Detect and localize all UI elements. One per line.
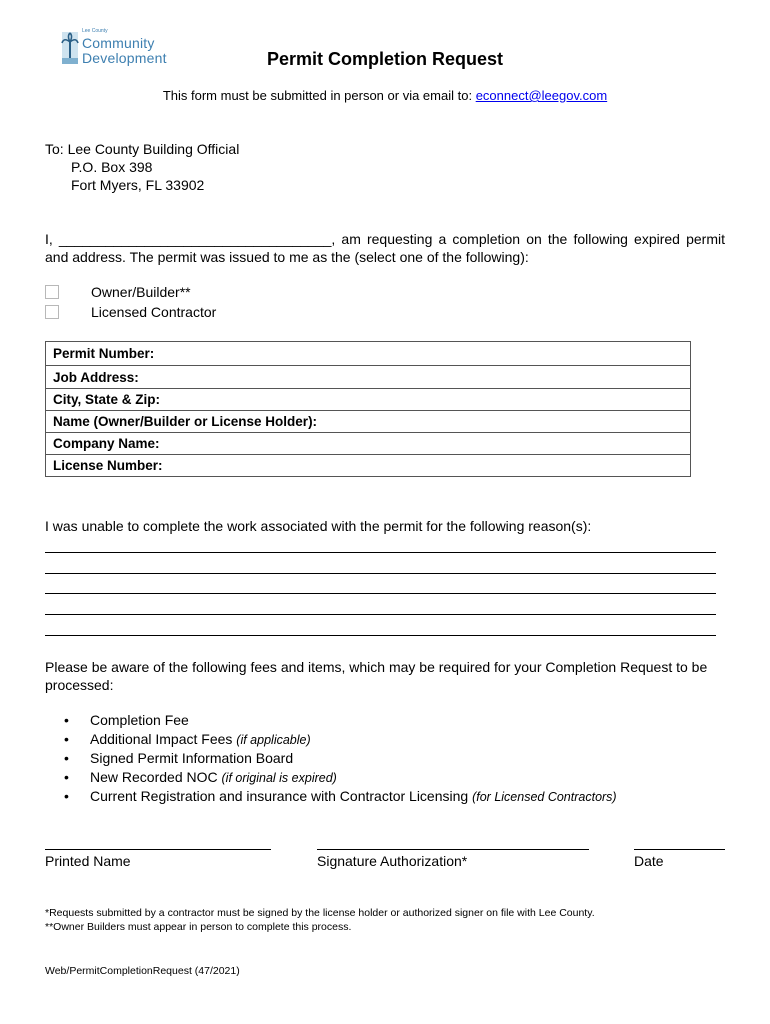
submission-text: This form must be submitted in person or via email to: (162, 88, 476, 103)
logo-line-2: Development (82, 50, 167, 66)
logo-line-1: Community (82, 35, 155, 51)
permit-info-table (45, 341, 691, 477)
option-label: Owner/Builder** (91, 284, 191, 300)
page-title: Permit Completion Request (266, 49, 504, 69)
date-label: Date (634, 853, 664, 869)
list-item: • Additional Impact Fees (if applicable) (64, 730, 617, 749)
option-licensed-contractor[interactable] (45, 304, 216, 320)
list-item: • Signed Permit Information Board (64, 749, 617, 768)
list-item: • Completion Fee (64, 711, 617, 730)
request-statement: I, ___________________________________, am requesting a completion on the following expired permit and address. The permit was issued to me as the (select one of the following): (45, 231, 725, 265)
reason-label: I was unable to complete the work associated with the permit for the following reason(s): (45, 518, 592, 534)
email-link[interactable]: econnect@leegov.com (475, 88, 608, 103)
permit-number-field[interactable]: Permit Number: (46, 342, 691, 366)
form-id: Web/PermitCompletionRequest (47/2021) (45, 965, 240, 977)
signature-line[interactable] (317, 849, 589, 850)
table-row[interactable] (46, 366, 691, 389)
reason-line-5[interactable] (45, 635, 716, 636)
footnote-contractor: *Requests submitted by a contractor must be signed by the license holder or authorized signer on file with Lee County. (45, 907, 595, 919)
fees-list (64, 711, 617, 806)
list-item: • New Recorded NOC (if original is expired) (64, 768, 617, 787)
reason-line-4[interactable] (45, 614, 716, 615)
owner-builder-checkbox[interactable] (45, 285, 59, 299)
job-address-field[interactable]: Job Address: (46, 366, 691, 389)
list-item: • Current Registration and insurance with Contractor Licensing (for Licensed Contractors) (64, 787, 617, 806)
address-to: To: Lee County Building Official (45, 141, 240, 157)
table-row[interactable] (46, 411, 691, 433)
recipient-address (45, 140, 239, 194)
printed-name-line[interactable] (45, 849, 271, 850)
table-row[interactable] (46, 455, 691, 477)
license-number-field[interactable]: License Number: (46, 455, 691, 477)
option-owner-builder[interactable] (45, 284, 191, 300)
fees-intro: Please be aware of the following fees and items, which may be required for your Completion Request to be processed: (45, 659, 708, 693)
logo-small-text: Lee County (82, 28, 108, 34)
footnote-owner-builder: **Owner Builders must appear in person to complete this process. (45, 921, 352, 933)
address-line-2: Fort Myers, FL 33902 (71, 177, 205, 193)
date-line[interactable] (634, 849, 725, 850)
reason-line-2[interactable] (45, 573, 716, 574)
printed-name-label: Printed Name (45, 853, 131, 869)
licensed-contractor-checkbox[interactable] (45, 305, 59, 319)
reason-line-3[interactable] (45, 593, 716, 594)
holder-name-field[interactable]: Name (Owner/Builder or License Holder): (46, 411, 691, 433)
option-label: Licensed Contractor (91, 304, 217, 320)
table-row[interactable] (46, 433, 691, 455)
table-row[interactable] (46, 342, 691, 366)
signature-label: Signature Authorization* (317, 853, 468, 869)
table-row[interactable] (46, 389, 691, 411)
company-name-field[interactable]: Company Name: (46, 433, 691, 455)
address-line-1: P.O. Box 398 (71, 159, 153, 175)
submission-instructions (0, 88, 770, 103)
city-state-zip-field[interactable]: City, State & Zip: (46, 389, 691, 411)
reason-line-1[interactable] (45, 552, 716, 553)
